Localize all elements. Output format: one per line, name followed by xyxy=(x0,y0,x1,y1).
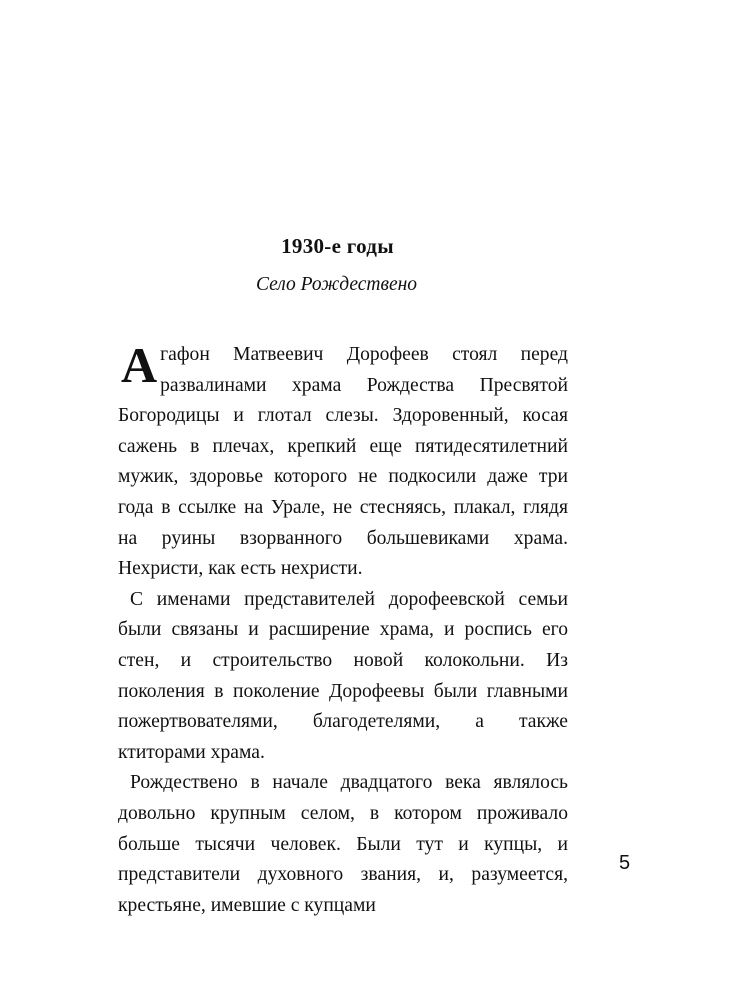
chapter-subtitle xyxy=(0,274,743,296)
paragraph-1 xyxy=(118,337,568,585)
paragraph-3: Рождествено в начале двадцатого века являлось довольно крупным селом, в котором проживало больше тысячи человек. Были тут и купцы, и представители духовного звания, и, разумеется, крестьяне, имевшие с купцами xyxy=(118,772,568,916)
paragraph-1-text: гафон Матвеевич Дорофеев стоял перед развалинами храма Рождества Пресвятой Богородицы и глотал слезы. Здоровенный, косая сажень в плечах, крепкий еще пятидесятилетний мужик, здоровье которого не подкосили даже три года в ссылке на Урале, не стесняясь, плакал, глядя на руины взорванного большевиками храма. Нехристи, как есть нехристи. xyxy=(118,344,568,580)
drop-cap: А xyxy=(121,337,158,393)
chapter-title-text: 1930-е годы xyxy=(281,234,394,258)
page-number: 5 xyxy=(619,852,631,874)
chapter-subtitle-text: Село Рождествено xyxy=(255,274,418,295)
chapter-title xyxy=(0,234,743,259)
body-text xyxy=(118,337,568,921)
paragraph-2: С именами представителей дорофеевской семьи были связаны и расширение храма, и роспись его стен, и строительство новой колокольни. Из поколения в поколение Дорофеевы были главными пожертвователями, благодетелями, а также ктиторами храма. xyxy=(118,588,568,763)
